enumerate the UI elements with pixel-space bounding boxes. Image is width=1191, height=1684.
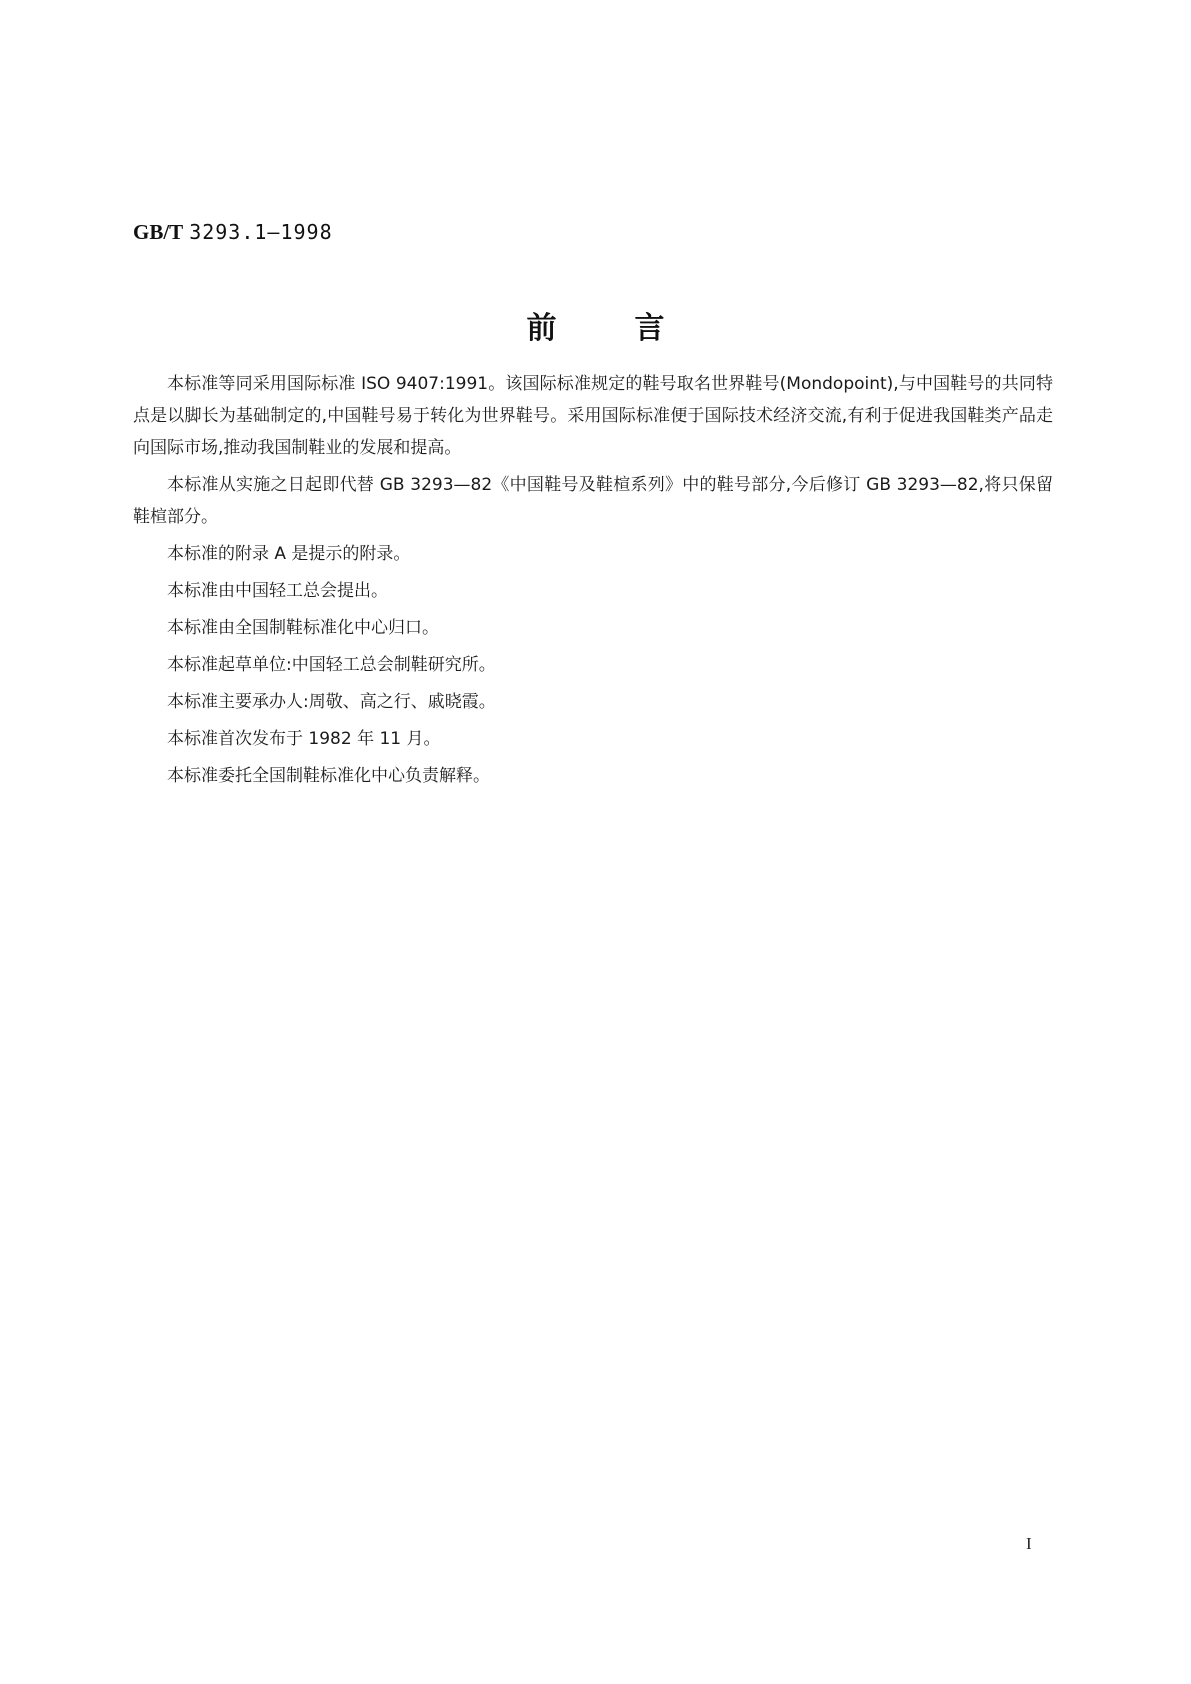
paragraph-appendix: 本标准的附录 A 是提示的附录。	[167, 544, 411, 564]
paragraph-proposer: 本标准由中国轻工总会提出。	[167, 581, 388, 601]
standard-number: 3293.1—1998	[189, 220, 333, 244]
page-title: 前言	[526, 311, 743, 346]
standard-code	[133, 220, 333, 245]
paragraph-interpretation: 本标准委托全国制鞋标准化中心负责解释。	[167, 766, 490, 786]
paragraph-replacement: 本标准从实施之日起即代替 GB 3293—82《中国鞋号及鞋楦系列》中的鞋号部分,今后修订 GB 3293—82,将只保留鞋楦部分。	[133, 475, 1053, 527]
paragraph-drafters: 本标准主要承办人:周敬、高之行、戚晓霞。	[167, 692, 496, 712]
page-number: I	[1026, 1534, 1032, 1553]
paragraph-first-issue: 本标准首次发布于 1982 年 11 月。	[167, 729, 441, 749]
paragraph-adoption: 本标准等同采用国际标准 ISO 9407:1991。该国际标准规定的鞋号取名世界鞋号(Mondopoint),与中国鞋号的共同特点是以脚长为基础制定的,中国鞋号易于转化为世界鞋号。采用国际标准便于国际技术经济交流,有利于促进我国鞋类产品走向国际市场,推动我国制鞋业的发展和提高。	[133, 374, 1053, 458]
foreword-body	[133, 368, 1053, 797]
paragraph-administrator: 本标准由全国制鞋标准化中心归口。	[167, 618, 439, 638]
standard-prefix: GB/T	[133, 220, 184, 244]
paragraph-drafting-unit: 本标准起草单位:中国轻工总会制鞋研究所。	[167, 655, 496, 675]
